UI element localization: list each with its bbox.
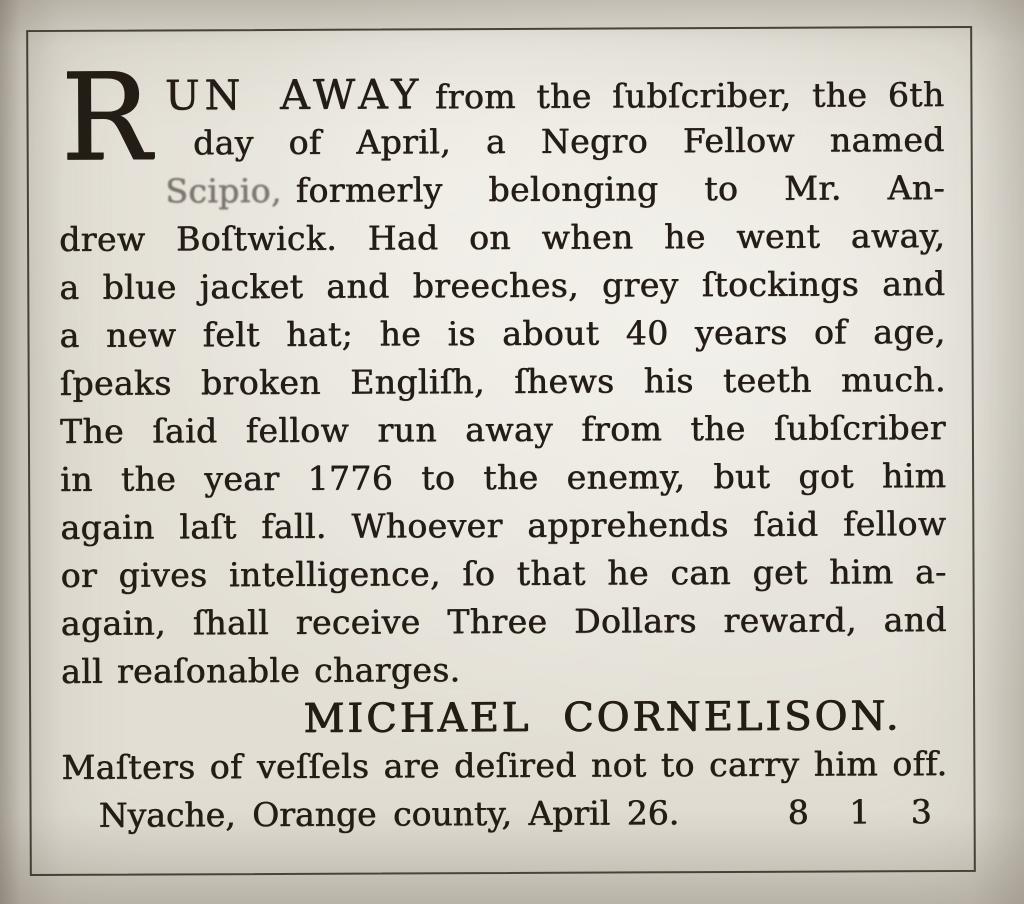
body-line: drew Boſtwick. Had on when he went away, [58,216,946,259]
dateline-row [61,788,947,840]
indent-line: day of April, a Negro Fellow named [192,120,945,163]
advertisement-box [26,26,976,876]
signature-line: MICHAEL CORNELISON. [303,693,902,742]
dateline: Nyache, Orange county, April 26. [98,793,680,835]
body-line: ſpeaks broken Engliſh, ſhews his teeth much. [59,360,946,403]
body-line: again laſt fall. Whoever apprehends ſaid fellow [60,504,947,547]
faded-name-word: Scipio, [165,170,282,211]
runaway-headline: UN AWAY [164,70,424,120]
opening-line-text: from the ſubſcriber, the 6th [434,75,945,117]
body-line: The ſaid fellow run away from the ſubſcriber [59,408,946,451]
body-line: again, ſhall receive Three Dollars reward, and [60,600,947,643]
closing-line: all reaſonable charges. [60,650,461,691]
drop-cap-letter: R [60,48,152,188]
body-line: or gives intelligence, ſo that he can get him a- [60,552,947,595]
body-line: a blue jacket and breeches, grey ſtockings and [59,264,946,307]
faded-line-rest: formerly belonging to Mr. An- [295,168,945,210]
opening-line [165,68,945,119]
body-line: a new felt hat; he is about 40 years of age, [59,312,946,355]
folio-number: 8 1 3 [787,792,944,832]
masters-of-vessels-line: Maſters of veſſels are deſired not to carry him off. [61,744,948,787]
faded-line [165,164,945,215]
body-line: in the year 1776 to the enemy, but got him [60,456,947,499]
